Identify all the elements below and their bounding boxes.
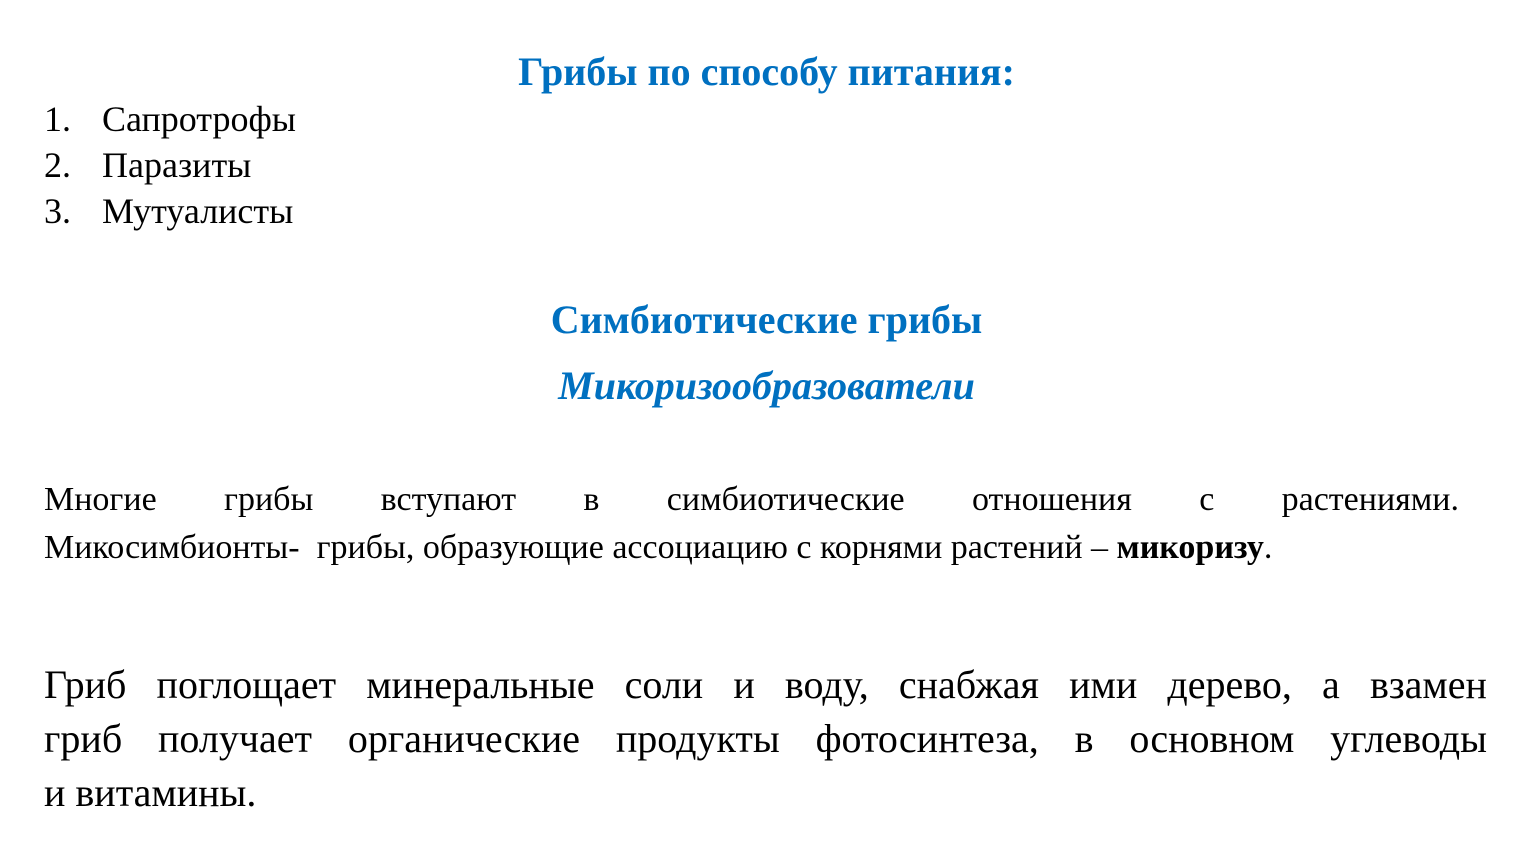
list-item-label: Сапротрофы [102,99,296,139]
symbiotic-fungi-heading: Симбиотические грибы [550,297,983,342]
word: Многие [44,481,157,518]
word: и [733,662,755,707]
exchange-paragraph [44,658,1487,820]
word: минеральные [366,662,595,707]
word: взамен [1369,662,1487,707]
word: вступают [380,481,517,518]
word: ими [1069,662,1138,707]
list-item [44,96,296,142]
list-item-label: Паразиты [102,145,252,185]
paragraph-line [44,658,1487,712]
word: фотосинтеза, [815,716,1039,761]
word: поглощает [156,662,337,707]
word: а [1322,662,1340,707]
slide-title: Грибы по способу питания: [518,49,1015,94]
word: соли [624,662,704,707]
paragraph-line [44,524,1459,572]
word: гриб [44,716,123,761]
word: снабжая [898,662,1039,707]
paragraph-text: Микосимбионты- грибы, образующие ассоциацию с корнями растений – [44,529,1117,566]
word: растениями. [1281,481,1459,518]
word: Гриб [44,662,127,707]
paragraph-text: . [1263,529,1273,566]
word: органические [347,716,580,761]
word: продукты [615,716,780,761]
symbiosis-paragraph [44,476,1459,572]
list-item [44,188,296,234]
word: дерево, [1167,662,1292,707]
word: грибы [224,481,314,518]
paragraph-line [44,476,1459,524]
list-item-number: 2. [44,145,71,185]
word: с [1199,481,1215,518]
word: основном [1129,716,1295,761]
list-item [44,142,296,188]
list-item-number: 1. [44,99,71,139]
paragraph-line [44,712,1487,766]
word: получает [158,716,312,761]
mycorrhiza-term: микоризу [1116,529,1264,566]
word: симбиотические [666,481,905,518]
nutrition-types-list [44,96,296,234]
word: воду, [784,662,869,707]
word: в [583,481,600,518]
list-item-number: 3. [44,191,71,231]
word: отношения [971,481,1132,518]
mycorrhiza-heading: Микоризообразователи [558,363,975,408]
list-item-label: Мутуалисты [102,191,294,231]
word: углеводы [1330,716,1487,761]
paragraph-line: и витамины. [44,770,257,815]
word: в [1074,716,1094,761]
